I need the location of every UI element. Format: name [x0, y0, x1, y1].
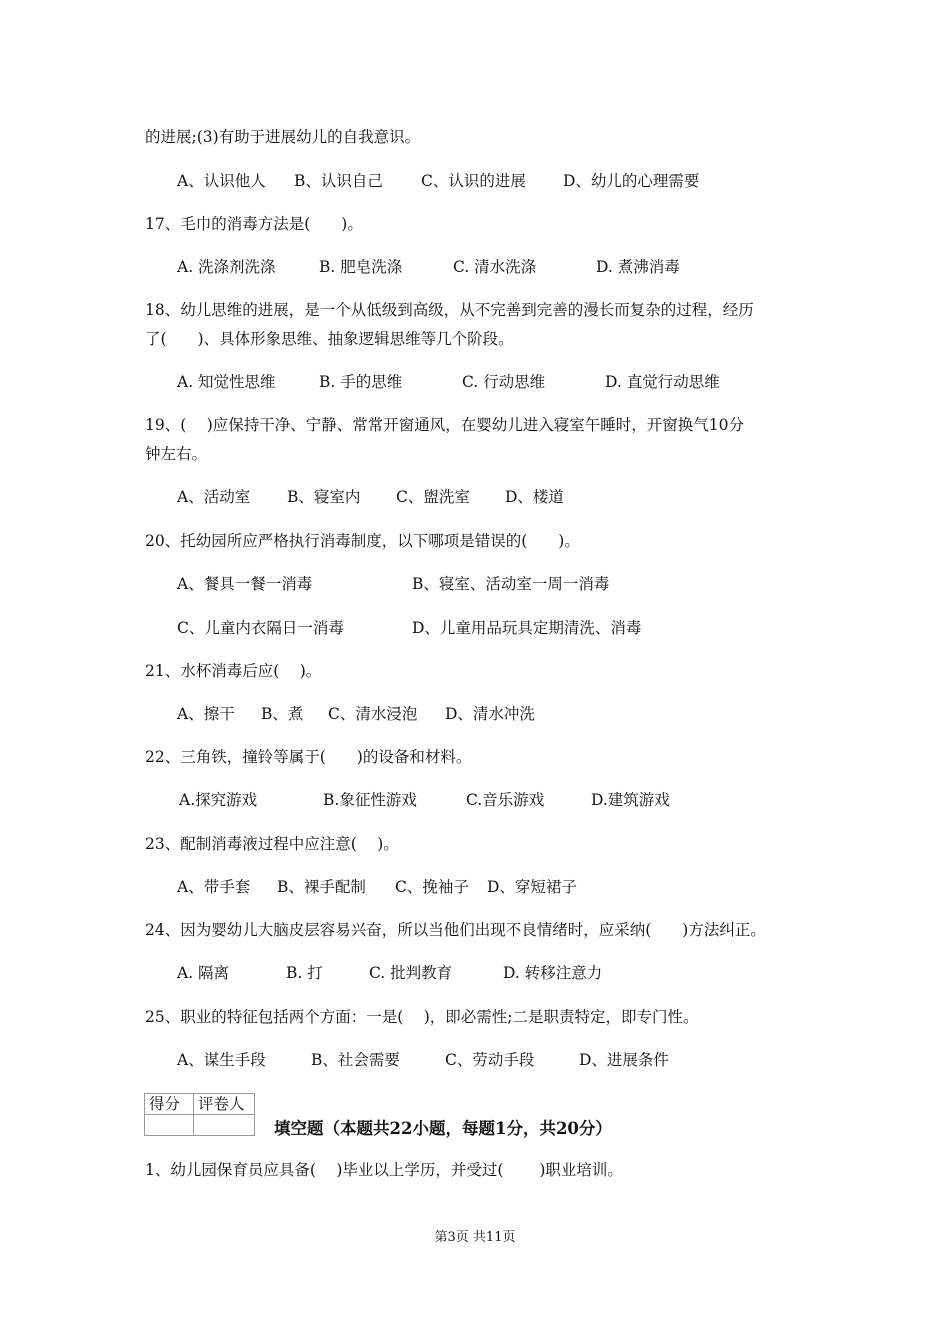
option-a: A、擦干: [177, 705, 235, 723]
question-20: 20、托幼园所应严格执行消毒制度，以下哪项是错误的( )。: [145, 532, 580, 550]
option-a: A. 洗涤剂洗涤: [177, 258, 276, 276]
option-d: D. 煮沸消毒: [596, 258, 680, 276]
question-22: 22、三角铁，撞铃等属于( )的设备和材料。: [145, 748, 472, 766]
question-25: 25、职业的特征包括两个方面：一是( )，即必需性;二是职责特定，即专门性。: [145, 1008, 699, 1026]
option-a: A. 知觉性思维: [177, 373, 276, 391]
option-c: C. 清水洗涤: [453, 258, 537, 276]
option-d: D、穿短裙子: [487, 878, 577, 896]
question-text: 的进展;(3)有助于进展幼儿的自我意识。: [145, 128, 421, 146]
score-header: 得分: [145, 1094, 194, 1115]
option-c: C、盥洗室: [396, 488, 470, 506]
option-a: A、活动室: [177, 488, 251, 506]
option-b: B、寝室、活动室一周一消毒: [412, 575, 610, 593]
section-title: 填空题（本题共22小题，每题1分，共20分）: [274, 1119, 612, 1138]
option-c: C、清水浸泡: [328, 705, 418, 723]
option-d: D. 转移注意力: [503, 964, 603, 982]
option-c: C.音乐游戏: [466, 791, 545, 809]
option-d: D、楼道: [505, 488, 564, 506]
option-c: C、挽袖子: [395, 878, 469, 896]
option-a: A. 隔离: [177, 964, 230, 982]
option-d: D. 直觉行动思维: [605, 373, 720, 391]
option-c: C、认识的进展: [421, 172, 526, 190]
option-d: D.建筑游戏: [591, 791, 670, 809]
option-c: C、儿童内衣隔日一消毒: [177, 619, 344, 637]
option-d: D、清水冲洗: [445, 705, 535, 723]
question-21: 21、水杯消毒后应( )。: [145, 662, 322, 680]
option-d: D、进展条件: [579, 1051, 669, 1069]
question-23: 23、配制消毒液过程中应注意( )。: [145, 835, 399, 853]
option-d: D、幼儿的心理需要: [563, 172, 700, 190]
option-b: B、寝室内: [287, 488, 361, 506]
option-b: B、认识自己: [294, 172, 383, 190]
question-17: 17、毛巾的消毒方法是( )。: [145, 215, 363, 233]
page-footer: 第3页 共11页: [434, 1230, 516, 1245]
option-b: B、裸手配制: [277, 878, 366, 896]
question-19-cont: 钟左右。: [145, 445, 208, 463]
option-b: B. 手的思维: [319, 373, 403, 391]
grader-cell: [194, 1115, 255, 1136]
option-b: B. 肥皂洗涤: [319, 258, 403, 276]
option-d: D、儿童用品玩具定期清洗、消毒: [412, 619, 642, 637]
option-b: B. 打: [286, 964, 323, 982]
score-table: [144, 1093, 255, 1136]
option-c: C. 行动思维: [462, 373, 546, 391]
score-cell: [145, 1115, 194, 1136]
option-a: A、认识他人: [177, 172, 266, 190]
option-a: A、带手套: [177, 878, 251, 896]
option-c: C. 批判教育: [369, 964, 453, 982]
question-18-cont: 了( )、具体形象思维、抽象逻辑思维等几个阶段。: [145, 330, 514, 348]
option-b: B、社会需要: [311, 1051, 400, 1069]
question-18: 18、幼儿思维的进展，是一个从低级到高级，从不完善到完善的漫长而复杂的过程，经历: [145, 301, 754, 319]
option-b: B、煮: [261, 705, 304, 723]
question-19: 19、( )应保持干净、宁静、常常开窗通风，在婴幼儿进入寝室午睡时，开窗换气10分: [145, 416, 744, 434]
option-a: A、谋生手段: [177, 1051, 266, 1069]
grader-header: 评卷人: [194, 1094, 255, 1115]
option-c: C、劳动手段: [445, 1051, 535, 1069]
option-a: A.探究游戏: [179, 791, 258, 809]
option-a: A、餐具一餐一消毒: [177, 575, 313, 593]
fill-question-1: 1、幼儿园保育员应具备( )毕业以上学历，并受过( )职业培训。: [145, 1161, 623, 1179]
option-b: B.象征性游戏: [323, 791, 417, 809]
question-24: 24、因为婴幼儿大脑皮层容易兴奋，所以当他们出现不良情绪时，应采纳( )方法纠正。: [145, 921, 766, 939]
